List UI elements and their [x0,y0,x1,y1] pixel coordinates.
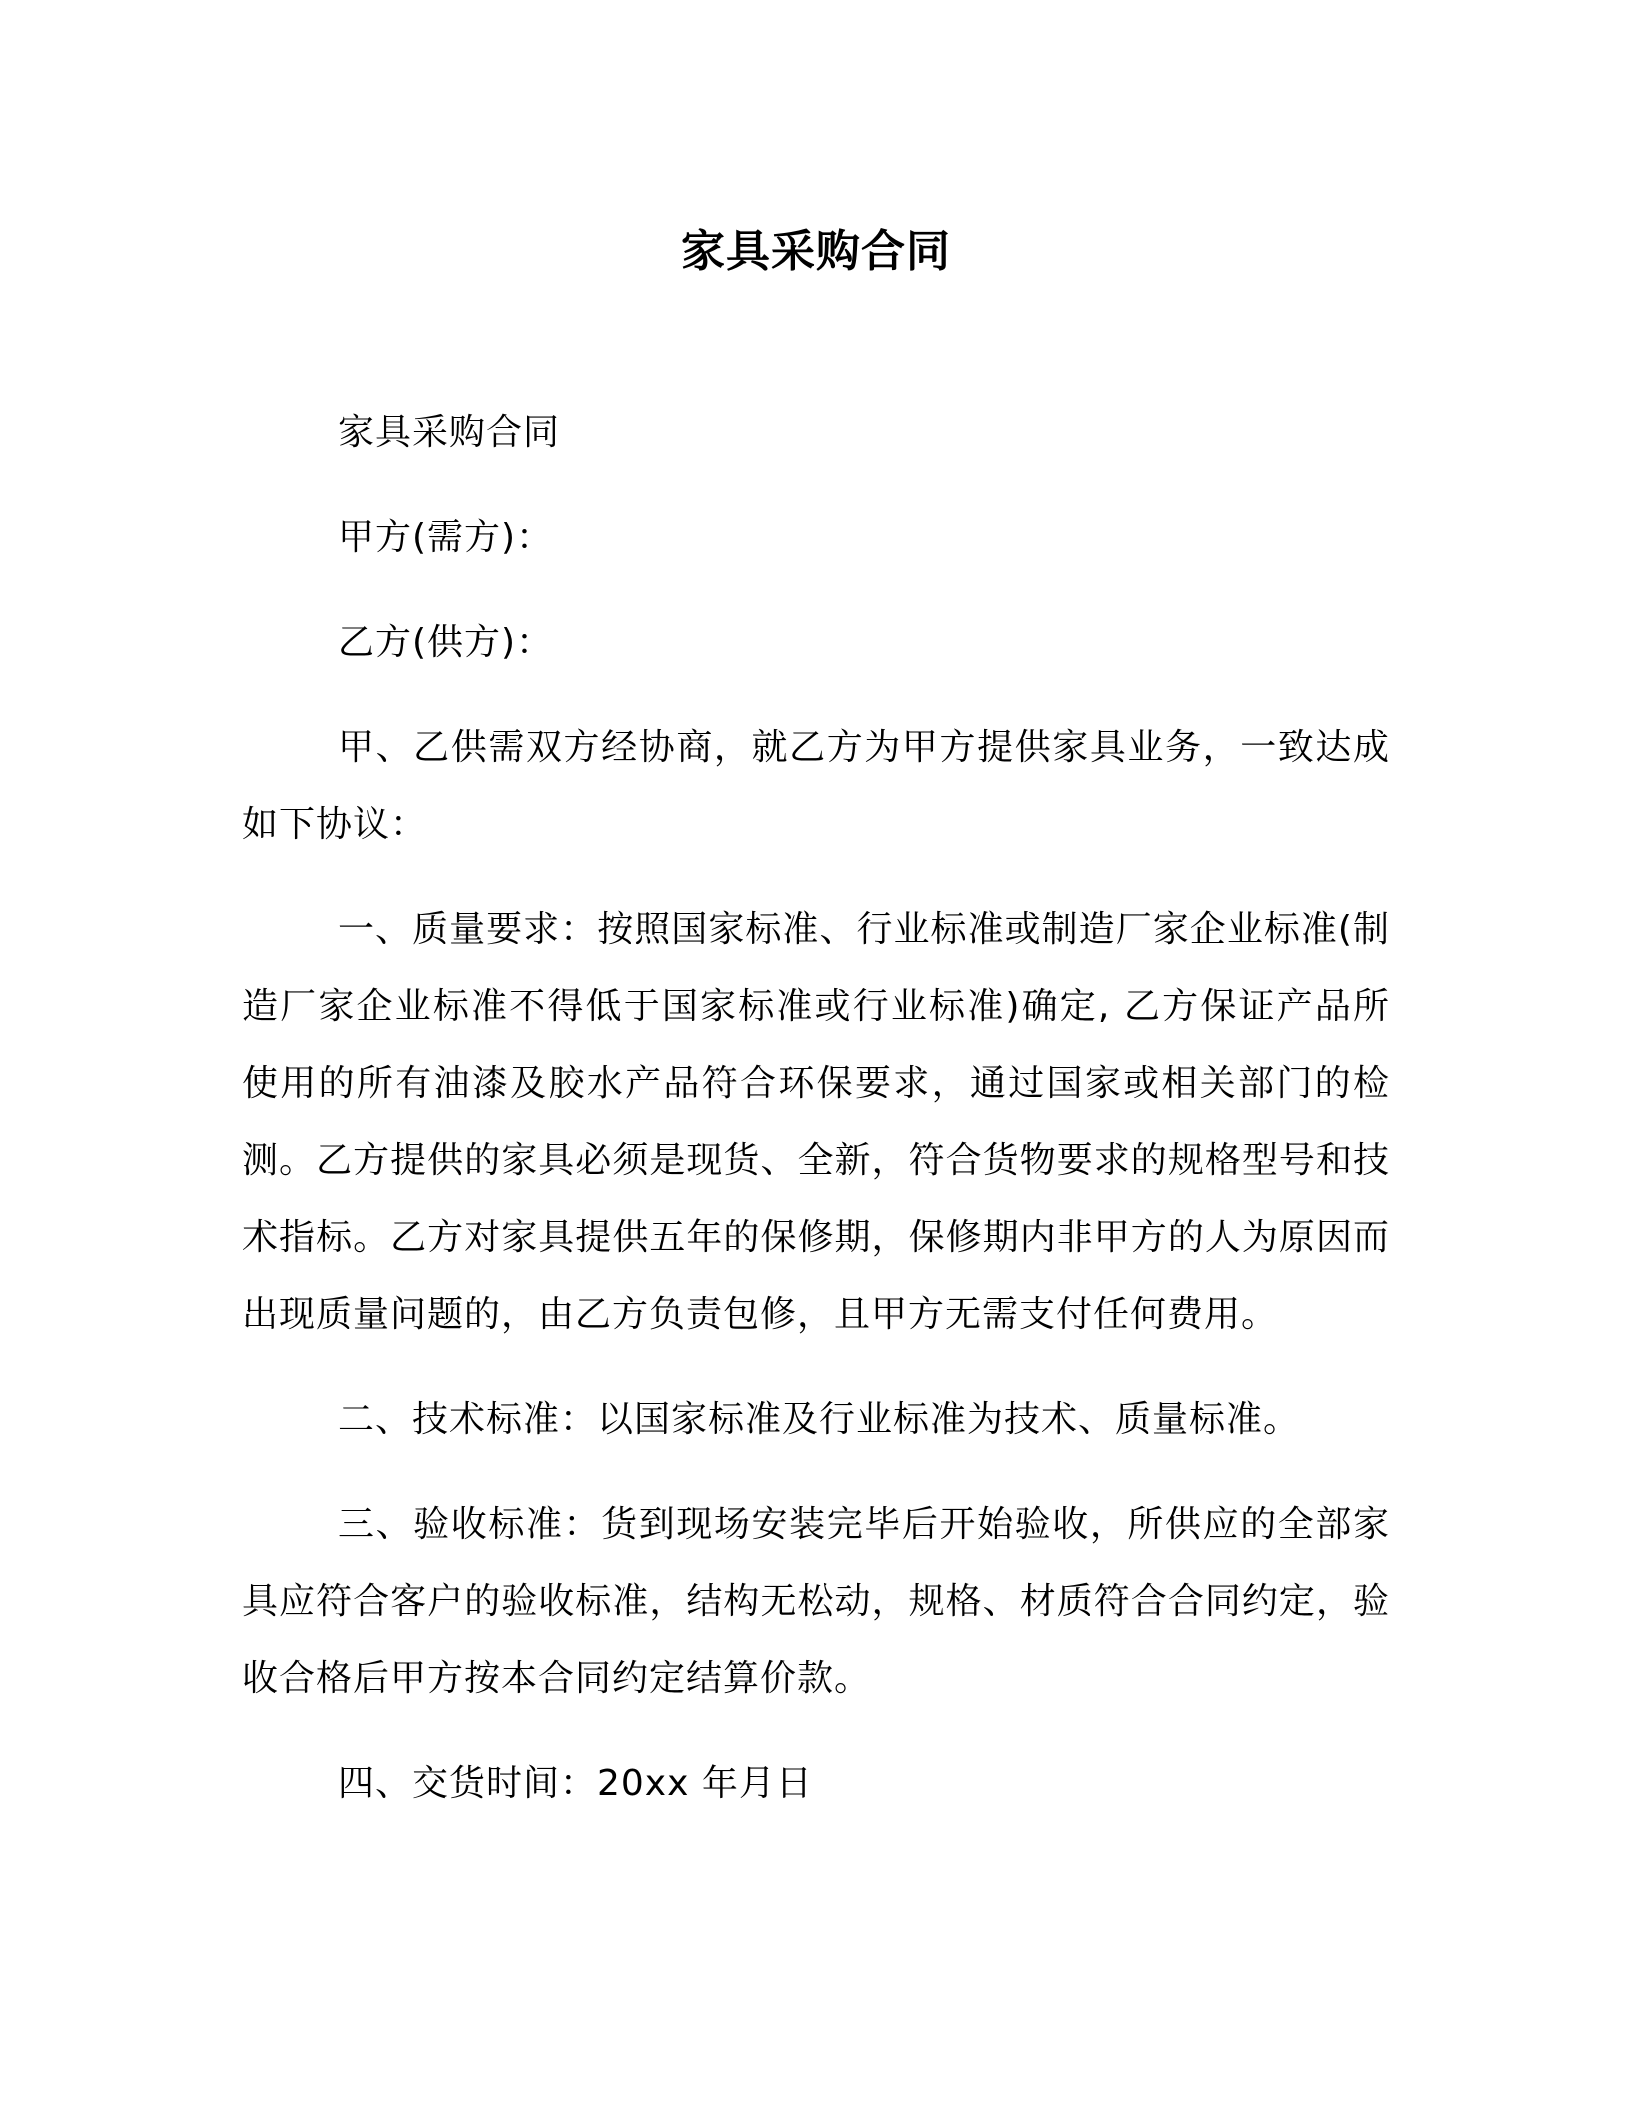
document-body [242,394,1390,1850]
paragraph-technical-standards: 二、技术标准：以国家标准及行业标准为技术、质量标准。 [338,1399,1301,1440]
paragraph-preamble: 甲、乙供需双方经协商，就乙方为甲方提供家具业务，一致达成如下协议： [242,727,1390,845]
paragraph-party-a: 甲方(需方)： [338,517,554,558]
paragraph-party-b: 乙方(供方)： [338,622,554,663]
paragraph-heading: 家具采购合同 [338,412,561,453]
paragraph-quality-requirements: 一、质量要求：按照国家标准、行业标准或制造厂家企业标准(制造厂家企业标准不得低于国家标准或行业标准)确定, 乙方保证产品所使用的所有油漆及胶水产品符合环保要求，通过国家或相关部门的检测。乙方提供的家具必须是现货、全新，符合货物要求的规格型号和技术指标。乙方对家具提供五年的保修期，保修期内非甲方的人为原因而出现质量问题的，由乙方负责包修，且甲方无需支付任何费用。 [242,909,1390,1335]
paragraph-acceptance-standards: 三、验收标准：货到现场安装完毕后开始验收，所供应的全部家具应符合客户的验收标准，结构无松动，规格、材质符合合同约定，验收合格后甲方按本合同约定结算价款。 [242,1504,1390,1699]
document-title: 家具采购合同 [681,226,951,277]
paragraph-delivery-time: 四、交货时间：20xx 年月日 [338,1763,813,1804]
